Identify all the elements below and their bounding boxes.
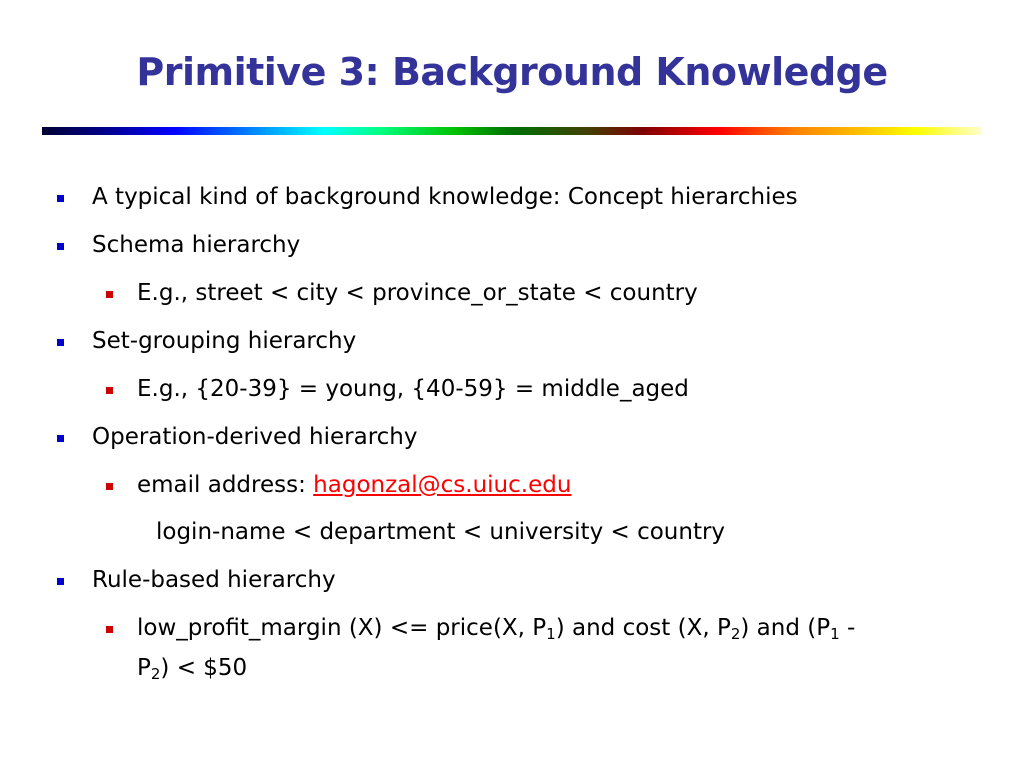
subscript: 1 <box>830 625 840 643</box>
bullet-level2 <box>106 626 113 633</box>
bullet-item-concept-hierarchies: A typical kind of background knowledge: Concept hierarchies <box>92 184 798 210</box>
rule-text: ) and (P <box>740 615 831 641</box>
bullet-item-rule-based: Rule-based hierarchy <box>92 567 336 593</box>
bullet-item-operation-derived: Operation-derived hierarchy <box>92 424 418 450</box>
bullet-level1 <box>57 195 64 202</box>
slide-title: Primitive 3: Background Knowledge <box>136 50 888 94</box>
bullet-level1 <box>57 578 64 585</box>
sub-item-rule-line1 <box>137 613 855 643</box>
rule-text: ) and cost (X, P <box>555 615 731 641</box>
sub-item-set-grouping-example: E.g., {20-39} = young, {40-59} = middle_aged <box>137 376 689 402</box>
bullet-item-schema-hierarchy: Schema hierarchy <box>92 232 301 258</box>
subscript: 2 <box>150 665 161 683</box>
sub-item-rule-line2 <box>137 653 247 683</box>
bullet-level2 <box>106 291 113 298</box>
bullet-item-set-grouping: Set-grouping hierarchy <box>92 328 357 354</box>
sub-item-login-hierarchy: login-name < department < university < country <box>156 519 726 545</box>
rule-text: P <box>137 655 151 681</box>
sub-item-schema-example: E.g., street < city < province_or_state < country <box>137 280 698 306</box>
subscript: 2 <box>730 625 741 643</box>
bullet-level1 <box>57 243 64 250</box>
bullet-level1 <box>57 435 64 442</box>
bullet-level1 <box>57 339 64 346</box>
bullet-level2 <box>106 387 113 394</box>
rule-text: low_profit_margin (X) <= price(X, P <box>137 615 547 641</box>
rule-text: - <box>839 615 856 641</box>
rule-text: ) < $50 <box>160 655 248 681</box>
email-label: email address: <box>137 472 314 498</box>
sub-item-email-address <box>137 470 571 500</box>
email-link[interactable]: hagonzal@cs.uiuc.edu <box>313 472 572 498</box>
subscript: 1 <box>546 625 556 643</box>
bullet-level2 <box>106 483 113 490</box>
